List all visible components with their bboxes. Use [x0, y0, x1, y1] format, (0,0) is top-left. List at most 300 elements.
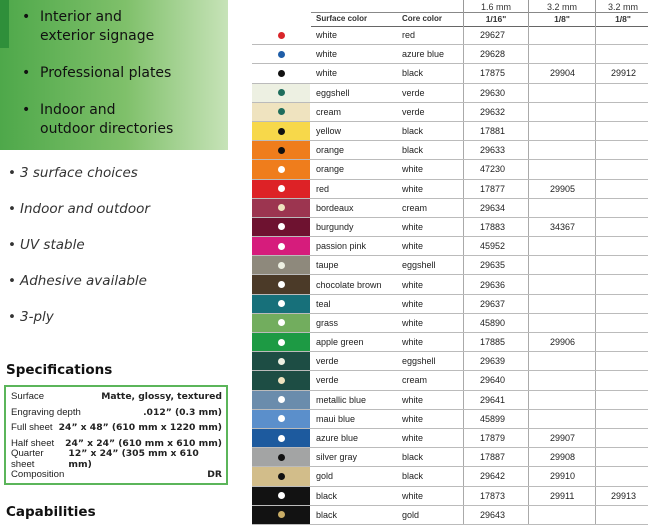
feature-text: exterior signage — [40, 28, 155, 44]
column-divider — [595, 160, 596, 178]
core-color-cell: eggshell — [402, 260, 436, 271]
core-color-cell: verde — [402, 87, 425, 98]
color-swatch — [252, 160, 310, 178]
color-swatch — [252, 45, 310, 63]
color-row — [252, 429, 648, 448]
column-divider — [528, 237, 529, 255]
color-swatch — [252, 429, 310, 447]
surface-color-cell: yellow — [316, 126, 342, 137]
core-color-cell: cream — [402, 375, 428, 386]
color-swatch — [252, 371, 310, 389]
core-color-cell: white — [402, 490, 424, 501]
color-row — [252, 103, 648, 122]
core-color-dot — [278, 300, 285, 307]
column-divider — [463, 141, 464, 159]
color-row — [252, 352, 648, 371]
part-number-cell: 17883 — [480, 221, 506, 232]
surface-color-cell: eggshell — [316, 87, 350, 98]
column-divider — [595, 237, 596, 255]
column-divider — [595, 45, 596, 63]
color-row — [252, 180, 648, 199]
feature-text: Professional plates — [40, 65, 172, 81]
part-number-cell: 17885 — [480, 337, 506, 348]
column-divider — [595, 487, 596, 505]
part-number-cell: 29639 — [480, 356, 506, 367]
core-color-cell: gold — [402, 509, 420, 520]
core-color-cell: black — [402, 126, 424, 137]
column-divider — [595, 314, 596, 332]
core-color-cell: azure blue — [402, 49, 445, 60]
color-row — [252, 487, 648, 506]
column-divider — [463, 429, 464, 447]
core-color-dot — [278, 454, 285, 461]
color-swatch — [252, 103, 310, 121]
core-color-cell: black — [402, 471, 424, 482]
surface-color-cell: burgundy — [316, 221, 354, 232]
color-row — [252, 122, 648, 141]
accent-stripe — [0, 0, 9, 48]
feature-text: Interior and — [40, 9, 122, 25]
specifications-box — [4, 385, 228, 485]
highlights-list — [8, 160, 150, 340]
core-color-cell: white — [402, 317, 424, 328]
part-number-cell: 34367 — [550, 221, 576, 232]
column-divider — [463, 467, 464, 485]
color-swatch — [252, 506, 310, 524]
column-divider — [528, 103, 529, 121]
column-divider — [595, 141, 596, 159]
column-divider — [595, 448, 596, 466]
column-divider — [595, 371, 596, 389]
part-number-cell: 17877 — [480, 183, 506, 194]
color-row — [252, 160, 648, 179]
spec-row — [11, 448, 222, 471]
bullet-icon: • — [22, 9, 31, 25]
column-divider — [463, 103, 464, 121]
column-divider — [595, 352, 596, 370]
color-swatch — [252, 141, 310, 159]
core-color-cell: verde — [402, 106, 425, 117]
spec-label: Half sheet — [11, 438, 55, 450]
core-color-dot — [278, 281, 285, 288]
column-divider — [528, 352, 529, 370]
core-color-dot — [278, 396, 285, 403]
color-row — [252, 256, 648, 275]
color-row — [252, 84, 648, 103]
color-swatch — [252, 275, 310, 293]
feature-text: outdoor directories — [40, 121, 174, 137]
column-divider — [595, 391, 596, 409]
column-divider — [463, 26, 464, 44]
color-swatch — [252, 295, 310, 313]
core-color-dot — [278, 262, 285, 269]
part-number-cell: 17875 — [480, 68, 506, 79]
color-swatch — [252, 122, 310, 140]
color-swatch — [252, 199, 310, 217]
column-divider — [595, 103, 596, 121]
column-divider — [463, 333, 464, 351]
column-divider — [463, 352, 464, 370]
spec-value: Matte, glossy, textured — [101, 391, 222, 403]
core-color-dot — [278, 473, 285, 480]
column-divider — [528, 45, 529, 63]
color-row — [252, 314, 648, 333]
column-divider — [528, 487, 529, 505]
spec-row — [11, 420, 222, 436]
part-number-cell: 29637 — [480, 298, 506, 309]
column-divider — [463, 45, 464, 63]
column-divider — [463, 218, 464, 236]
core-color-dot — [278, 108, 285, 115]
column-divider — [528, 218, 529, 236]
spec-label: Engraving depth — [11, 406, 81, 418]
column-divider — [463, 295, 464, 313]
core-color-cell: white — [402, 164, 424, 175]
core-color-cell: black — [402, 452, 424, 463]
surface-color-cell: passion pink — [316, 241, 367, 252]
part-number-cell: 29906 — [550, 337, 576, 348]
column-divider — [528, 122, 529, 140]
spec-label: Composition — [11, 469, 65, 481]
column-divider — [528, 333, 529, 351]
color-swatch — [252, 237, 310, 255]
column-divider — [463, 122, 464, 140]
column-divider — [595, 429, 596, 447]
thickness-in-header: 1/8" — [615, 14, 631, 24]
part-number-cell: 29640 — [480, 375, 506, 386]
color-row — [252, 199, 648, 218]
color-swatch — [252, 84, 310, 102]
column-divider — [528, 371, 529, 389]
column-divider — [463, 448, 464, 466]
color-swatch — [252, 487, 310, 505]
color-row — [252, 218, 648, 237]
part-number-cell: 45890 — [480, 317, 506, 328]
column-divider — [595, 122, 596, 140]
column-divider — [528, 295, 529, 313]
feature-item — [22, 101, 173, 139]
bullet-icon: • — [8, 201, 16, 217]
column-divider — [528, 180, 529, 198]
color-row — [252, 237, 648, 256]
core-color-cell: black — [402, 145, 424, 156]
column-divider — [463, 391, 464, 409]
surface-color-cell: maui blue — [316, 413, 356, 424]
surface-color-cell: grass — [316, 317, 339, 328]
capabilities-title: Capabilities — [6, 504, 96, 520]
core-color-dot — [278, 511, 285, 518]
surface-color-header: Surface color — [316, 14, 368, 23]
surface-color-cell: white — [316, 30, 338, 41]
core-color-dot — [278, 223, 285, 230]
color-swatch — [252, 333, 310, 351]
column-divider — [595, 295, 596, 313]
part-number-cell: 17887 — [480, 452, 506, 463]
thickness-in-header: 1/8" — [554, 14, 570, 24]
thickness-mm-header: 3.2 mm — [546, 2, 577, 12]
core-color-cell: white — [402, 221, 424, 232]
part-number-cell: 29643 — [480, 509, 506, 520]
part-number-cell: 29628 — [480, 49, 506, 60]
surface-color-cell: verde — [316, 375, 339, 386]
column-divider — [595, 467, 596, 485]
column-divider — [595, 333, 596, 351]
core-color-dot — [278, 415, 285, 422]
core-color-dot — [278, 319, 285, 326]
highlight-item — [8, 304, 150, 340]
color-row — [252, 391, 648, 410]
spec-label: Full sheet — [11, 422, 53, 434]
spec-label: Surface — [11, 391, 45, 403]
column-divider — [528, 410, 529, 428]
spec-row — [11, 405, 222, 421]
column-divider — [463, 160, 464, 178]
column-divider — [463, 275, 464, 293]
color-swatch — [252, 391, 310, 409]
column-divider — [463, 180, 464, 198]
color-row — [252, 371, 648, 390]
spec-value: DR — [207, 469, 222, 481]
core-color-dot — [278, 185, 285, 192]
highlight-text: UV stable — [20, 237, 85, 253]
core-color-dot — [278, 243, 285, 250]
column-divider — [595, 180, 596, 198]
highlight-text: Adhesive available — [20, 273, 147, 289]
highlight-text: Indoor and outdoor — [20, 201, 150, 217]
color-swatch — [252, 64, 310, 82]
part-number-cell: 29905 — [550, 183, 576, 194]
column-divider — [528, 160, 529, 178]
column-divider — [463, 199, 464, 217]
column-divider — [463, 314, 464, 332]
part-number-cell: 29632 — [480, 106, 506, 117]
feature-item — [22, 8, 173, 46]
column-divider — [528, 467, 529, 485]
part-number-cell: 47230 — [480, 164, 506, 175]
column-divider — [528, 448, 529, 466]
color-row — [252, 506, 648, 525]
spec-label: Quarter sheet — [11, 448, 44, 471]
part-number-cell: 29636 — [480, 279, 506, 290]
color-swatch — [252, 180, 310, 198]
spec-value: 24” x 48” (610 mm x 1220 mm) — [58, 422, 222, 434]
part-number-cell: 45952 — [480, 241, 506, 252]
core-color-cell: white — [402, 183, 424, 194]
bullet-icon: • — [22, 102, 31, 118]
core-color-cell: white — [402, 298, 424, 309]
thickness-in-header: 1/16" — [485, 14, 507, 24]
feature-text: Indoor and — [40, 102, 116, 118]
core-color-cell: eggshell — [402, 356, 436, 367]
part-number-cell: 29635 — [480, 260, 506, 271]
core-color-dot — [278, 147, 285, 154]
core-color-dot — [278, 358, 285, 365]
surface-color-cell: silver gray — [316, 452, 358, 463]
highlight-item — [8, 160, 150, 196]
column-divider — [463, 64, 464, 82]
surface-color-cell: chocolate brown — [316, 279, 382, 290]
surface-color-cell: taupe — [316, 260, 339, 271]
column-divider — [463, 487, 464, 505]
color-row — [252, 448, 648, 467]
highlight-text: 3-ply — [20, 309, 54, 325]
header-divider — [595, 0, 596, 26]
core-color-cell: white — [402, 413, 424, 424]
column-divider — [595, 64, 596, 82]
color-swatch — [252, 314, 310, 332]
color-swatch — [252, 448, 310, 466]
surface-color-cell: cream — [316, 106, 342, 117]
core-color-dot — [278, 339, 285, 346]
column-divider — [528, 314, 529, 332]
column-divider — [595, 26, 596, 44]
surface-color-cell: white — [316, 49, 338, 60]
surface-color-cell: black — [316, 509, 338, 520]
color-row — [252, 26, 648, 45]
core-color-dot — [278, 204, 285, 211]
column-divider — [595, 275, 596, 293]
surface-color-cell: orange — [316, 164, 345, 175]
part-number-cell: 29913 — [611, 490, 637, 501]
surface-color-cell: orange — [316, 145, 345, 156]
highlight-text: 3 surface choices — [20, 165, 138, 181]
column-divider — [528, 429, 529, 447]
core-color-header: Core color — [402, 14, 443, 23]
spec-value: 12” x 24” (305 mm x 610 mm) — [68, 448, 199, 471]
core-color-cell: white — [402, 337, 424, 348]
column-divider — [528, 256, 529, 274]
core-color-cell: white — [402, 433, 424, 444]
column-divider — [528, 199, 529, 217]
column-divider — [528, 391, 529, 409]
core-color-dot — [278, 492, 285, 499]
part-number-cell: 45899 — [480, 413, 506, 424]
column-divider — [595, 199, 596, 217]
column-divider — [463, 237, 464, 255]
color-swatch — [252, 26, 310, 44]
part-number-cell: 29911 — [550, 490, 575, 501]
header-rule — [311, 12, 648, 13]
part-number-cell: 29907 — [550, 433, 576, 444]
column-divider — [528, 506, 529, 524]
surface-color-cell: gold — [316, 471, 334, 482]
color-row — [252, 467, 648, 486]
core-color-dot — [278, 70, 285, 77]
core-color-cell: white — [402, 279, 424, 290]
bullet-icon: • — [8, 273, 16, 289]
part-number-cell: 29642 — [480, 471, 506, 482]
surface-color-cell: teal — [316, 298, 331, 309]
surface-color-cell: bordeaux — [316, 202, 354, 213]
part-number-cell: 29904 — [550, 68, 576, 79]
column-divider — [463, 506, 464, 524]
color-row — [252, 275, 648, 294]
header-divider — [463, 0, 464, 26]
color-swatch — [252, 352, 310, 370]
core-color-dot — [278, 128, 285, 135]
surface-color-cell: verde — [316, 356, 339, 367]
part-number-cell: 17881 — [480, 126, 506, 137]
spec-value: 24” x 24” (610 mm x 610 mm) — [65, 438, 222, 450]
color-row — [252, 410, 648, 429]
feature-list — [22, 8, 173, 157]
column-divider — [595, 410, 596, 428]
part-number-cell: 17873 — [480, 490, 506, 501]
column-divider — [463, 84, 464, 102]
column-divider — [463, 256, 464, 274]
part-number-cell: 29633 — [480, 145, 506, 156]
bullet-icon: • — [22, 65, 31, 81]
core-color-dot — [278, 89, 285, 96]
core-color-cell: white — [402, 241, 424, 252]
color-table — [252, 26, 648, 525]
feature-panel — [0, 0, 228, 150]
column-divider — [528, 141, 529, 159]
column-divider — [595, 218, 596, 236]
column-divider — [463, 371, 464, 389]
surface-color-cell: azure blue — [316, 433, 359, 444]
part-number-cell: 29627 — [480, 30, 506, 41]
column-divider — [463, 410, 464, 428]
color-row — [252, 64, 648, 83]
surface-color-cell: black — [316, 490, 338, 501]
core-color-dot — [278, 51, 285, 58]
color-swatch — [252, 218, 310, 236]
core-color-cell: white — [402, 394, 424, 405]
core-color-dot — [278, 435, 285, 442]
core-color-cell: cream — [402, 202, 428, 213]
core-color-cell: red — [402, 30, 416, 41]
column-divider — [595, 84, 596, 102]
column-divider — [528, 26, 529, 44]
column-divider — [528, 64, 529, 82]
specifications-title: Specifications — [6, 362, 113, 378]
color-swatch — [252, 467, 310, 485]
part-number-cell: 29630 — [480, 87, 506, 98]
column-divider — [595, 506, 596, 524]
highlight-item — [8, 268, 150, 304]
spec-value: .012” (0.3 mm) — [143, 406, 222, 418]
color-row — [252, 141, 648, 160]
color-swatch — [252, 256, 310, 274]
color-row — [252, 295, 648, 314]
surface-color-cell: red — [316, 183, 330, 194]
highlight-item — [8, 232, 150, 268]
part-number-cell: 29910 — [550, 471, 576, 482]
column-divider — [528, 275, 529, 293]
column-divider — [595, 256, 596, 274]
part-number-cell: 29641 — [480, 394, 506, 405]
part-number-cell: 29908 — [550, 452, 576, 463]
part-number-cell: 29634 — [480, 202, 506, 213]
part-number-cell: 17879 — [480, 433, 506, 444]
surface-color-cell: apple green — [316, 337, 364, 348]
surface-color-cell: white — [316, 68, 338, 79]
part-number-cell: 29912 — [611, 68, 637, 79]
thickness-mm-header: 3.2 mm — [607, 2, 638, 12]
surface-color-cell: metallic blue — [316, 394, 367, 405]
core-color-dot — [278, 32, 285, 39]
core-color-dot — [278, 377, 285, 384]
core-color-dot — [278, 166, 285, 173]
header-divider — [528, 0, 529, 26]
thickness-mm-header: 1.6 mm — [480, 2, 511, 12]
spec-row — [11, 389, 222, 405]
color-row — [252, 333, 648, 352]
bullet-icon: • — [8, 165, 16, 181]
highlight-item — [8, 196, 150, 232]
bullet-icon: • — [8, 309, 16, 325]
